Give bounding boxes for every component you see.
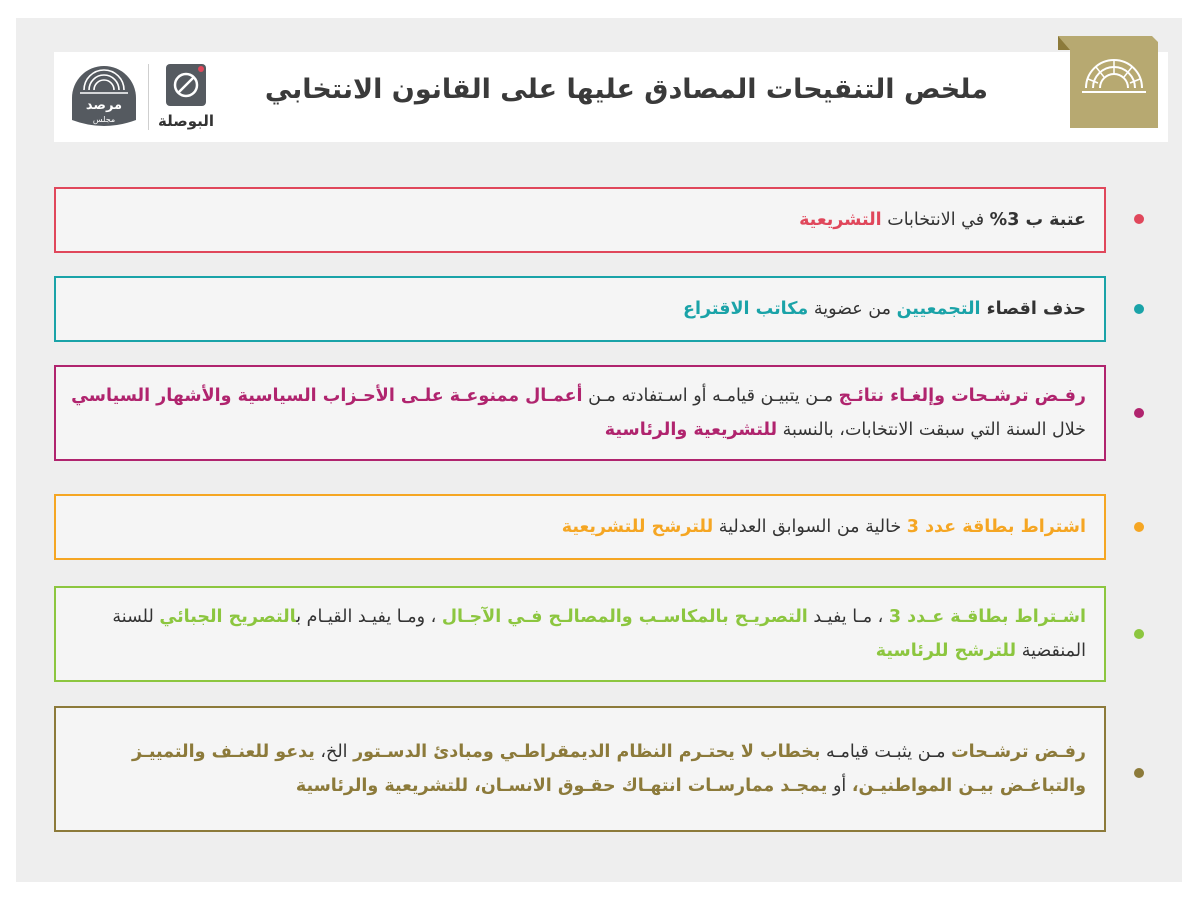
text-highlight: حذف اقصاء — [980, 299, 1086, 319]
bullet-dot — [1134, 214, 1144, 224]
text-highlight: رفـض ترشـحات وإلغـاء نتائـج — [838, 386, 1086, 406]
observatory-logo — [68, 58, 140, 132]
text-plain: خلال السنة التي سبقت الانتخابات، بالنسبة — [777, 420, 1086, 440]
text-highlight: للترشح للرئاسية — [875, 641, 1017, 661]
page-title: ملخص التنقيحات المصادق عليها على القانون الانتخابي — [264, 74, 988, 105]
text-plain: الخ، — [314, 742, 354, 762]
amendment-text — [70, 203, 1086, 237]
text-plain: ، ومـا يفيـد القيـام ب — [296, 607, 442, 627]
observatory-logo-subtext: مجلس — [92, 115, 116, 124]
bullet-dot — [1134, 304, 1144, 314]
amendment-item-6 — [54, 706, 1106, 832]
bullet-dot — [1134, 408, 1144, 418]
amendment-text — [70, 379, 1086, 447]
text-plain: في الانتخابات — [881, 210, 990, 230]
logo-divider — [148, 64, 149, 130]
text-highlight: التصريـح بالمكاسـب والمصالـح فـي الآجـال — [441, 607, 808, 627]
amendment-text — [70, 735, 1086, 803]
text-highlight: اشتراط — [1014, 517, 1086, 537]
text-highlight: التشريعية — [799, 210, 882, 230]
logos — [68, 58, 218, 136]
parliament-badge — [1052, 36, 1158, 128]
amendment-item-4 — [54, 494, 1106, 560]
text-plain: مـن يتبيـن قيامـه أو اسـتفادته مـن — [582, 386, 839, 406]
bullet-dot — [1134, 768, 1144, 778]
text-highlight: عتبة ب 3% — [989, 210, 1086, 230]
amendment-item-3 — [54, 365, 1106, 461]
text-highlight: اشـتراط بطاقـة عـدد 3 — [888, 607, 1086, 627]
amendment-item-1 — [54, 187, 1106, 253]
amendment-text — [70, 292, 1086, 326]
text-highlight: أعمـال ممنوعـة علـى الأحـزاب السياسية والأشهار السياسي — [71, 386, 583, 406]
bawsala-logo-text: البوصلة — [157, 112, 214, 130]
amendment-item-5 — [54, 586, 1106, 682]
text-highlight: للتشريعية والرئاسية — [604, 420, 778, 440]
text-plain: ، مـا يفيـد — [807, 607, 889, 627]
text-plain: مـن يثبـت قيامـه — [820, 742, 952, 762]
text-highlight: للتشريعية والرئاسية — [295, 776, 475, 796]
bullet-dot — [1134, 522, 1144, 532]
amendment-item-2 — [54, 276, 1106, 342]
amendment-text — [70, 600, 1086, 668]
observatory-logo-text: مرصد — [85, 98, 123, 113]
text-highlight: مكاتب الاقتراع — [683, 299, 809, 319]
text-highlight: للترشح للتشريعية — [561, 517, 714, 537]
text-highlight: بخطاب لا يحتـرم النظام الديمقراطـي ومبادئ الدسـتور — [353, 742, 821, 762]
text-plain: خالية من السوابق العدلية — [713, 517, 907, 537]
text-plain: للسنة المنقضية — [112, 607, 1086, 661]
text-plain: من عضوية — [808, 299, 897, 319]
text-highlight: بطاقة عدد 3 — [906, 517, 1015, 537]
text-highlight: يدعو للعنـف والتمييـز والتباغـض بيـن المواطنيـن، — [132, 742, 1086, 796]
header-bar — [54, 52, 1168, 142]
text-highlight: التصريح الجبائي — [159, 607, 297, 627]
text-plain: أو — [827, 776, 852, 796]
bullet-dot — [1134, 629, 1144, 639]
text-highlight: التجمعيين — [896, 299, 981, 319]
text-highlight: رفـض ترشـحات — [951, 742, 1086, 762]
bawsala-logo — [158, 62, 214, 136]
amendment-text — [70, 510, 1086, 544]
text-highlight: يمجـد ممارسـات انتهـاك حقـوق الانسـان، — [474, 776, 828, 796]
